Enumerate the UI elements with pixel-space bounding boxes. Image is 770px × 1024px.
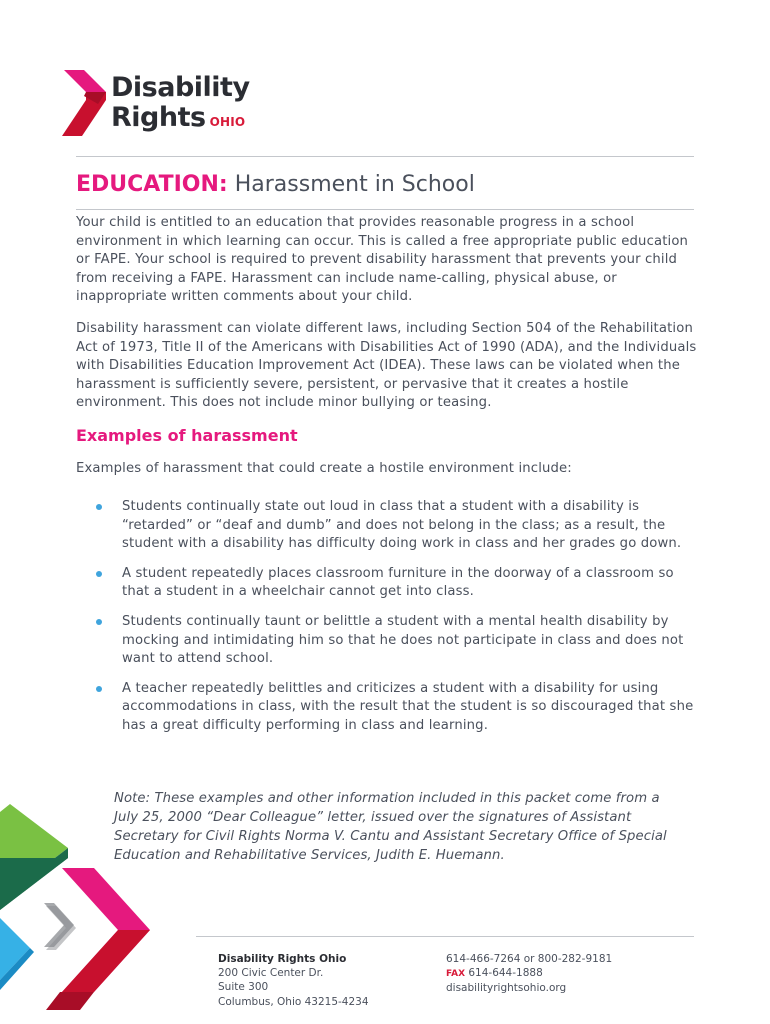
list-item-text: A teacher repeatedly belittles and criticizes a student with a disability for using accommodations in class, with the result that the student is so discouraged that she has a great difficulty performing in class and learning. bbox=[122, 680, 694, 733]
list-item bbox=[92, 565, 700, 602]
bullet-dot-icon bbox=[96, 571, 102, 577]
list-item-text: Students continually taunt or belittle a student with a mental health disability by mocking and intimidating him so that he does not participate in class and does not want to attend school. bbox=[122, 613, 684, 667]
laws-paragraph: Disability harassment can violate different laws, including Section 504 of the Rehabilitation Act of 1973, Title II of the Americans with Disabilities Act of 1990 (ADA), and the Individuals with Disabilities Education Improvement Act (IDEA). These laws can be violated when the harassment is sufficiently severe, persistent, or pervasive that it creates a hostile environment. This does not include minor bullying or teasing. bbox=[76, 321, 697, 411]
footer-address-line3: Columbus, Ohio 43215-4234 bbox=[218, 995, 369, 1008]
examples-intro: Examples of harassment that could create a hostile environment include: bbox=[76, 461, 572, 476]
logo-wordmark-line1: Disability bbox=[111, 72, 250, 103]
list-item bbox=[92, 680, 700, 736]
logo-ohio: OHIO bbox=[209, 115, 246, 129]
source-note: Note: These examples and other information included in this packet come from a July 25, 2000 “Dear Colleague” letter, issued over the signatures of Assistant Secretary for Civil Rights Norma V. Cantu and Assistant Secretary Office of Special Education and Rehabilitative Services, Judith E. Huemann. bbox=[114, 791, 667, 863]
footer-fax-line bbox=[446, 966, 612, 981]
list-item-text: Students continually state out loud in class that a student with a disability is “retarded” or “deaf and dumb” and does not belong in the class; as a result, the student with a disability has difficulty doing work in class and her grades go down. bbox=[122, 499, 682, 552]
page-title bbox=[76, 170, 475, 200]
footer-website-link[interactable]: disabilityrightsohio.org bbox=[446, 982, 567, 995]
decorative-chevrons-icon bbox=[0, 800, 160, 1024]
logo-rights: Rights bbox=[111, 102, 206, 133]
list-item-text: A student repeatedly places classroom furniture in the doorway of a classroom so that a student in a wheelchair cannot get into class. bbox=[122, 565, 674, 600]
footer-address bbox=[218, 952, 369, 1009]
logo-wordmark-line2 bbox=[111, 102, 245, 138]
footer-address-line1: 200 Civic Center Dr. bbox=[218, 967, 324, 980]
title-category: EDUCATION: bbox=[76, 172, 228, 197]
footer-phone: 614-466-7264 or 800-282-9181 bbox=[446, 953, 613, 965]
bullet-dot-icon bbox=[96, 619, 102, 625]
fax-label: FAX bbox=[446, 969, 466, 980]
examples-list bbox=[92, 498, 700, 747]
bullet-dot-icon bbox=[96, 686, 102, 692]
list-item bbox=[92, 613, 700, 669]
logo-chevron-icon bbox=[60, 70, 106, 136]
intro-paragraph: Your child is entitled to an education that provides reasonable progress in a school environment in which learning can occur. This is called a free appropriate public education or FAPE. Your school is required to prevent disability harassment that prevents your child from receiving a FAPE. Harassment can include name-calling, physical abuse, or inappropriate written comments about your child. bbox=[76, 215, 689, 305]
bullet-dot-icon bbox=[96, 504, 102, 510]
footer-contact bbox=[446, 952, 612, 996]
footer-address-line2: Suite 300 bbox=[218, 981, 269, 994]
examples-heading: Examples of harassment bbox=[76, 426, 298, 445]
footer-org-name: Disability Rights Ohio bbox=[218, 953, 347, 965]
title-subtitle: Harassment in School bbox=[227, 172, 475, 197]
title-rule bbox=[76, 209, 694, 210]
footer-rule bbox=[196, 936, 694, 937]
list-item bbox=[92, 498, 700, 554]
footer-fax: 614-644-1888 bbox=[465, 967, 543, 980]
top-rule bbox=[76, 156, 694, 157]
